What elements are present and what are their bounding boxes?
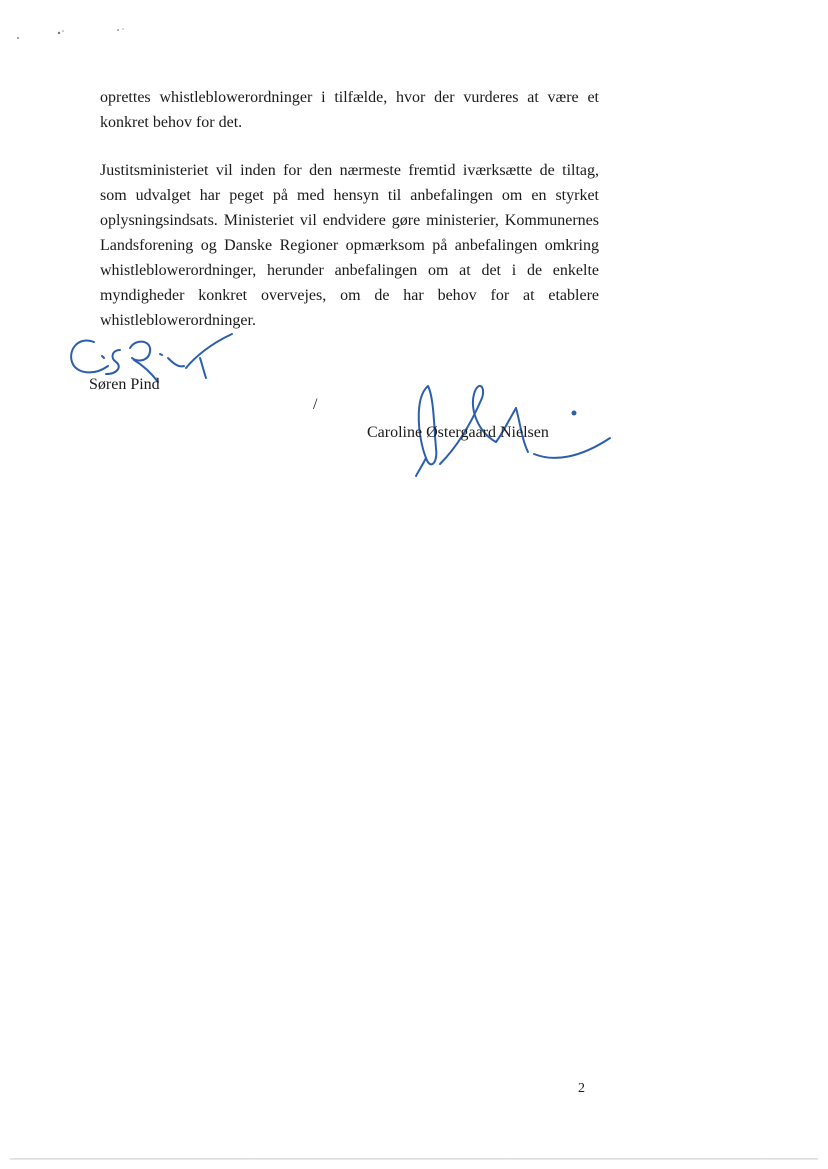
body-paragraph-2: Justitsministeriet vil inden for den nærmeste fremtid iværksætte de tiltag, som udvalget har peget på med hensyn til anbefalingen om en styrket oplysningsindsats. Ministeriet vil endvidere gøre ministerier, Kommunernes Landsforening og Danske Regioner opmærksom på anbefalingen omkring whistleblowerordninger, herunder anbefalingen om at det i de enkelte myndigheder konkret overvejes, om de har behov for at etablere whistleblowerordninger. (100, 162, 599, 329)
scan-bottom-edge (10, 1158, 818, 1160)
scan-specks (0, 0, 828, 60)
signatory-name-2: Caroline Østergaard Nielsen (367, 424, 549, 441)
body-paragraph-1: oprettes whistleblowerordninger i tilfælde, hvor der vurderes at være et konkret behov for det. (100, 89, 599, 131)
separator-mark: / (313, 396, 318, 413)
signatory-name-1: Søren Pind (89, 376, 160, 393)
page-number: 2 (578, 1081, 585, 1096)
